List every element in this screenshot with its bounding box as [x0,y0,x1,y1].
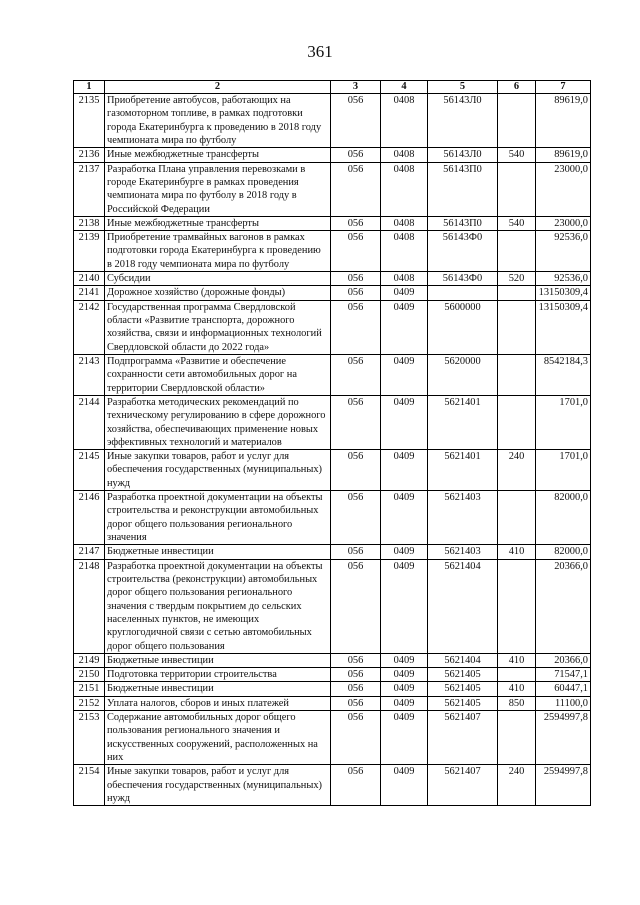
row-code-5: 5621407 [428,765,498,806]
row-code-5: 56143П0 [428,216,498,230]
row-code-5: 5621405 [428,682,498,696]
row-code-6 [498,668,536,682]
table-row [74,559,591,653]
row-code-3: 056 [331,711,381,765]
row-amount: 20366,0 [536,559,591,653]
row-code-3: 056 [331,162,381,216]
row-code-6 [498,94,536,148]
row-code-4: 0408 [381,272,428,286]
row-code-3: 056 [331,286,381,300]
row-code-5: 5600000 [428,300,498,354]
row-code-3: 056 [331,765,381,806]
row-code-3: 056 [331,272,381,286]
table-row [74,653,591,667]
table-row [74,94,591,148]
row-number: 2149 [74,653,105,667]
row-code-4: 0409 [381,711,428,765]
table-row [74,765,591,806]
row-code-5 [428,286,498,300]
col-header-5: 5 [428,81,498,94]
row-code-3: 056 [331,395,381,449]
row-name: Разработка проектной документации на объекты строительства (реконструкции) автомобильных дорог общего пользования регионального значения с твердым покрытием до сельских населенных пунктов, не имеющих круглогодичной связи с сетью автомобильных дорог общего пользования [105,559,331,653]
row-number: 2137 [74,162,105,216]
row-code-3: 056 [331,450,381,491]
row-number: 2145 [74,450,105,491]
row-code-4: 0409 [381,765,428,806]
row-amount: 23000,0 [536,162,591,216]
row-code-3: 056 [331,354,381,395]
row-code-3: 056 [331,545,381,559]
row-code-5: 5621403 [428,545,498,559]
row-number: 2146 [74,491,105,545]
row-name: Разработка Плана управления перевозками в городе Екатеринбурге в рамках проведения чемпионата мира по футболу в 2018 году в Российской Федерации [105,162,331,216]
row-code-6: 240 [498,450,536,491]
row-code-6 [498,354,536,395]
row-name: Иные закупки товаров, работ и услуг для обеспечения государственных (муниципальных) нужд [105,450,331,491]
row-code-4: 0409 [381,653,428,667]
row-name: Дорожное хозяйство (дорожные фонды) [105,286,331,300]
row-name: Иные межбюджетные трансферты [105,216,331,230]
table-row [74,354,591,395]
table-row [74,231,591,272]
row-code-6: 850 [498,696,536,710]
col-header-3: 3 [331,81,381,94]
row-code-6 [498,231,536,272]
table-row [74,286,591,300]
row-code-6: 410 [498,682,536,696]
col-header-1: 1 [74,81,105,94]
row-number: 2136 [74,148,105,162]
row-amount: 11100,0 [536,696,591,710]
row-code-3: 056 [331,696,381,710]
row-code-4: 0408 [381,148,428,162]
row-code-5: 56143Л0 [428,94,498,148]
row-name: Приобретение автобусов, работающих на газомоторном топливе, в рамках подготовки города Екатеринбурга к проведению в 2018 году чемпионата мира по футболу [105,94,331,148]
row-amount: 20366,0 [536,653,591,667]
table-row [74,450,591,491]
table-row [74,545,591,559]
row-amount: 13150309,4 [536,286,591,300]
table-row [74,148,591,162]
row-code-4: 0409 [381,682,428,696]
row-code-6: 540 [498,216,536,230]
table-row [74,272,591,286]
table-row [74,696,591,710]
table-row [74,395,591,449]
row-amount: 82000,0 [536,491,591,545]
row-code-5: 5621407 [428,711,498,765]
row-code-5: 56143П0 [428,162,498,216]
row-code-5: 5621403 [428,491,498,545]
row-code-6: 410 [498,653,536,667]
row-name: Бюджетные инвестиции [105,545,331,559]
row-code-4: 0409 [381,545,428,559]
row-amount: 2594997,8 [536,765,591,806]
row-code-5: 5620000 [428,354,498,395]
row-amount: 13150309,4 [536,300,591,354]
row-code-6 [498,162,536,216]
row-code-4: 0408 [381,231,428,272]
row-name: Содержание автомобильных дорог общего пользования регионального значения и искусственных сооружений, расположенных на них [105,711,331,765]
row-name: Уплата налогов, сборов и иных платежей [105,696,331,710]
row-code-6: 540 [498,148,536,162]
row-amount: 82000,0 [536,545,591,559]
row-code-6: 240 [498,765,536,806]
row-code-4: 0409 [381,668,428,682]
row-amount: 2594997,8 [536,711,591,765]
row-number: 2154 [74,765,105,806]
page-number: 361 [307,42,333,61]
row-amount: 60447,1 [536,682,591,696]
row-number: 2144 [74,395,105,449]
row-amount: 1701,0 [536,395,591,449]
table-row [74,668,591,682]
row-amount: 23000,0 [536,216,591,230]
row-code-3: 056 [331,559,381,653]
row-amount: 92536,0 [536,231,591,272]
row-code-4: 0408 [381,216,428,230]
row-code-4: 0409 [381,286,428,300]
row-code-4: 0408 [381,94,428,148]
row-amount: 92536,0 [536,272,591,286]
row-code-5: 5621401 [428,450,498,491]
row-code-4: 0409 [381,300,428,354]
row-code-3: 056 [331,668,381,682]
row-code-3: 056 [331,653,381,667]
row-code-5: 56143Ф0 [428,272,498,286]
row-number: 2147 [74,545,105,559]
row-number: 2151 [74,682,105,696]
row-amount: 89619,0 [536,148,591,162]
row-code-6 [498,300,536,354]
row-code-3: 056 [331,491,381,545]
row-name: Бюджетные инвестиции [105,653,331,667]
row-code-6 [498,286,536,300]
row-number: 2135 [74,94,105,148]
col-header-2: 2 [105,81,331,94]
row-code-5: 5621401 [428,395,498,449]
row-code-3: 056 [331,216,381,230]
table-row [74,682,591,696]
row-number: 2153 [74,711,105,765]
row-code-4: 0409 [381,491,428,545]
row-code-4: 0409 [381,450,428,491]
row-amount: 1701,0 [536,450,591,491]
row-name: Подпрограмма «Развитие и обеспечение сохранности сети автомобильных дорог на территории Свердловской области» [105,354,331,395]
row-code-6 [498,559,536,653]
col-header-6: 6 [498,81,536,94]
row-code-6 [498,711,536,765]
row-name: Разработка проектной документации на объекты строительства и реконструкции автомобильных дорог общего пользования регионального значения [105,491,331,545]
row-code-5: 5621404 [428,653,498,667]
row-code-3: 056 [331,231,381,272]
row-number: 2142 [74,300,105,354]
table-row [74,491,591,545]
table-row [74,216,591,230]
row-number: 2140 [74,272,105,286]
row-code-4: 0409 [381,354,428,395]
row-number: 2143 [74,354,105,395]
row-amount: 8542184,3 [536,354,591,395]
row-number: 2148 [74,559,105,653]
row-number: 2152 [74,696,105,710]
row-code-4: 0409 [381,696,428,710]
row-name: Бюджетные инвестиции [105,682,331,696]
row-code-4: 0409 [381,559,428,653]
row-amount: 71547,1 [536,668,591,682]
col-header-7: 7 [536,81,591,94]
row-name: Подготовка территории строительства [105,668,331,682]
row-code-6: 520 [498,272,536,286]
header-row [74,81,591,94]
row-code-3: 056 [331,94,381,148]
row-number: 2150 [74,668,105,682]
row-code-5: 56143Л0 [428,148,498,162]
row-code-5: 56143Ф0 [428,231,498,272]
row-number: 2138 [74,216,105,230]
row-code-5: 5621405 [428,696,498,710]
row-code-3: 056 [331,148,381,162]
row-amount: 89619,0 [536,94,591,148]
row-code-3: 056 [331,682,381,696]
row-name: Разработка методических рекомендаций по техническому регулированию в сфере дорожного хозяйства, обеспечивающих применение новых эффективных технологий и материалов [105,395,331,449]
budget-table [73,80,591,806]
row-code-4: 0409 [381,395,428,449]
row-name: Государственная программа Свердловской области «Развитие транспорта, дорожного хозяйства, связи и информационных технологий Свердловской области до 2022 года» [105,300,331,354]
row-code-6: 410 [498,545,536,559]
table-row [74,300,591,354]
table-row [74,162,591,216]
row-number: 2141 [74,286,105,300]
row-code-5: 5621404 [428,559,498,653]
row-name: Иные межбюджетные трансферты [105,148,331,162]
row-code-6 [498,491,536,545]
col-header-4: 4 [381,81,428,94]
row-name: Приобретение трамвайных вагонов в рамках подготовки города Екатеринбурга к проведению в 2018 году чемпионата мира по футболу [105,231,331,272]
table-row [74,711,591,765]
row-name: Субсидии [105,272,331,286]
row-number: 2139 [74,231,105,272]
row-code-5: 5621405 [428,668,498,682]
row-code-4: 0408 [381,162,428,216]
row-code-6 [498,395,536,449]
row-name: Иные закупки товаров, работ и услуг для обеспечения государственных (муниципальных) нужд [105,765,331,806]
row-code-3: 056 [331,300,381,354]
